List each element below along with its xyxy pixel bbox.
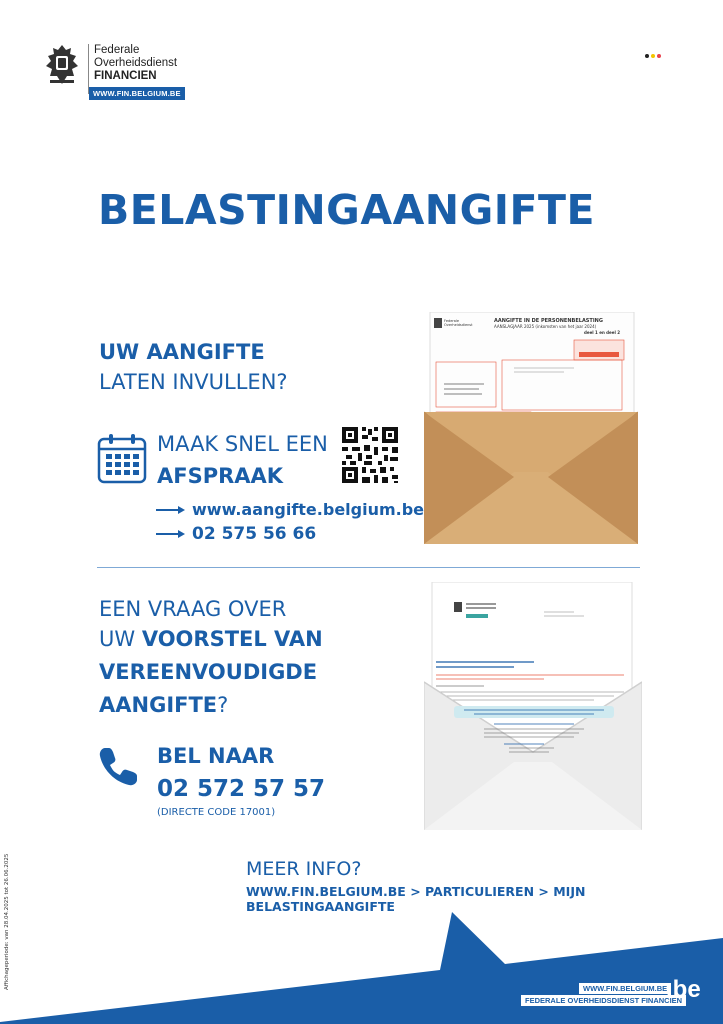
form-title: AANGIFTE IN DE PERSONENBELASTING bbox=[494, 318, 603, 324]
make-appointment-text: MAAK SNEL EEN bbox=[157, 432, 328, 456]
envelope-with-letter-image bbox=[424, 582, 642, 830]
be-logo: .be bbox=[666, 976, 701, 1003]
dot-red bbox=[657, 54, 661, 58]
appointment-phone[interactable]: 02 575 56 66 bbox=[192, 524, 317, 544]
question-line-3 bbox=[99, 660, 317, 684]
phone-row-1[interactable] bbox=[156, 524, 316, 544]
color-dots bbox=[645, 43, 663, 62]
org-name bbox=[94, 44, 177, 83]
phone-icon bbox=[97, 746, 139, 788]
arrow-right-icon bbox=[156, 505, 186, 515]
website-link[interactable]: www.aangifte.belgium.be bbox=[192, 500, 425, 519]
section1-heading-regular: LATEN INVULLEN? bbox=[99, 370, 288, 394]
form-subtitle: AANSLAGJAAR 2025 (inkomsten van het jaar 2024) bbox=[494, 324, 597, 329]
direct-code: (DIRECTE CODE 17001) bbox=[157, 807, 276, 818]
question-line-4-regular: ? bbox=[217, 693, 229, 717]
qr-code[interactable] bbox=[342, 427, 398, 483]
page-title: BELASTINGAANGIFTE bbox=[98, 186, 595, 234]
svg-text:Federale: Federale bbox=[444, 319, 460, 323]
dot-yellow bbox=[651, 54, 655, 58]
form-part: deel 1 en deel 2 bbox=[584, 330, 621, 335]
dot-black bbox=[645, 54, 649, 58]
more-info-link[interactable]: WWW.FIN.BELGIUM.BE > PARTICULIEREN > MIJN BELASTINGAANGIFTE bbox=[246, 884, 586, 914]
header-url-badge[interactable]: WWW.FIN.BELGIUM.BE bbox=[89, 87, 185, 100]
call-phone-number[interactable]: 02 572 57 57 bbox=[157, 776, 326, 802]
more-info-label: MEER INFO? bbox=[246, 858, 362, 880]
question-line-2-bold: VOORSTEL VAN bbox=[141, 627, 323, 651]
call-label: BEL NAAR bbox=[157, 744, 275, 768]
website-link-row[interactable] bbox=[156, 500, 424, 519]
question-line-2 bbox=[99, 627, 323, 651]
question-line-3-bold: VEREENVOUDIGDE bbox=[99, 660, 318, 684]
appointment-text: AFSPRAAK bbox=[157, 464, 284, 488]
calendar-icon bbox=[97, 432, 147, 484]
belgian-crest-logo bbox=[40, 42, 84, 88]
arrow-right-icon bbox=[156, 529, 186, 539]
envelope-with-tax-form-image bbox=[424, 312, 638, 544]
org-line-3: FINANCIEN bbox=[94, 70, 157, 82]
question-line-4 bbox=[99, 693, 228, 717]
footer-url-badge[interactable]: WWW.FIN.BELGIUM.BE bbox=[578, 982, 672, 995]
question-line-4-bold: AANGIFTE bbox=[99, 693, 218, 717]
svg-text:Overheidsdienst: Overheidsdienst bbox=[444, 323, 473, 327]
section-divider bbox=[97, 567, 640, 568]
question-line-1: EEN VRAAG OVER bbox=[99, 597, 287, 621]
display-period-text: Affichageperiode: van 28.04.2025 tot 26.06.2025 bbox=[4, 853, 10, 990]
footer-org-badge: FEDERALE OVERHEIDSDIENST FINANCIEN bbox=[520, 994, 687, 1007]
section1-heading-bold: UW AANGIFTE bbox=[99, 340, 265, 364]
org-line-2: Overheidsdienst bbox=[94, 57, 178, 69]
question-line-2-regular: UW bbox=[99, 627, 142, 651]
org-line-1: Federale bbox=[94, 44, 140, 56]
